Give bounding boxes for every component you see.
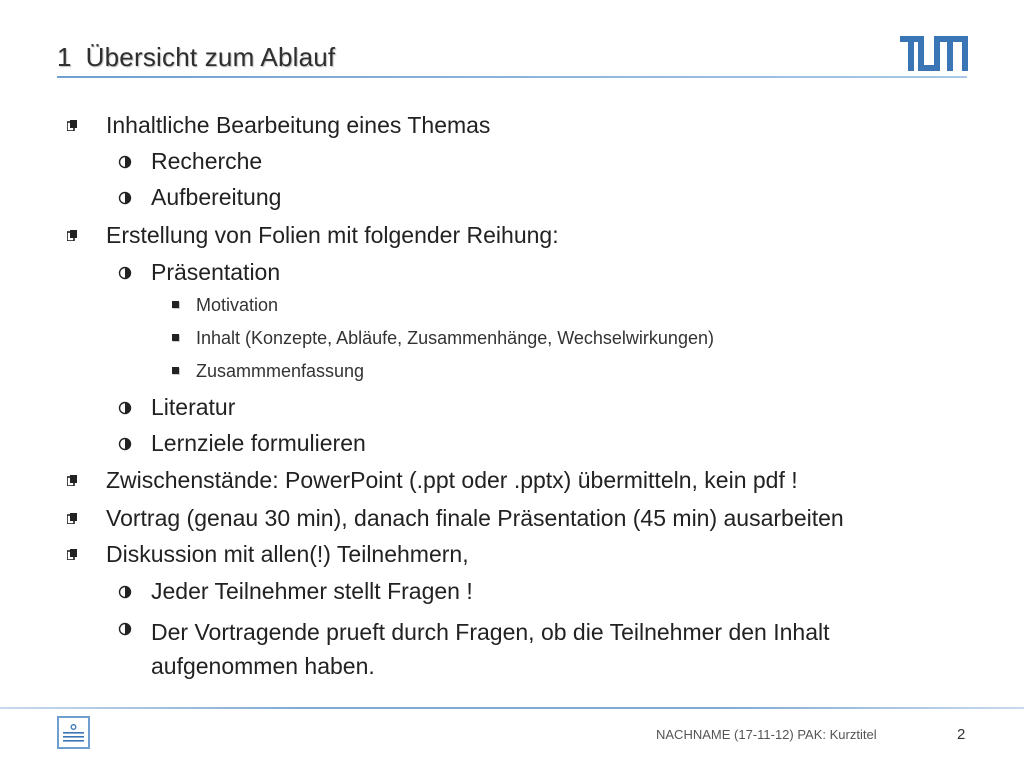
square-bullet-icon bbox=[172, 301, 179, 308]
list-item-text: Lernziele formulieren bbox=[151, 430, 366, 456]
list-item-text: Inhaltliche Bearbeitung eines Themas bbox=[106, 112, 491, 138]
section-number: 1 bbox=[57, 42, 72, 72]
square-bullet-icon bbox=[172, 334, 179, 341]
list-item-text: Jeder Teilnehmer stellt Fragen ! bbox=[151, 578, 473, 604]
square-bullet-icon bbox=[67, 475, 77, 486]
half-circle-bullet-icon bbox=[118, 155, 132, 169]
square-bullet-icon bbox=[67, 513, 77, 524]
list-item-text: Diskussion mit allen(!) Teilnehmern, bbox=[106, 541, 469, 567]
half-circle-bullet-icon bbox=[118, 266, 132, 280]
square-bullet-icon bbox=[67, 120, 77, 131]
half-circle-bullet-icon bbox=[118, 622, 132, 636]
list-item-text: Präsentation bbox=[151, 259, 281, 285]
half-circle-bullet-icon bbox=[118, 585, 132, 599]
page-number: 2 bbox=[957, 726, 966, 743]
list-item-text: Zusammmenfassung bbox=[196, 361, 365, 381]
list-item-text: Der Vortragende prueft durch Fragen, ob die Teilnehmer den Inhalt aufgenommen haben. bbox=[151, 619, 830, 679]
list-item-text: Zwischenstände: PowerPoint (.ppt oder .pptx) übermitteln, kein pdf ! bbox=[106, 467, 798, 493]
list-item-text: Aufbereitung bbox=[151, 184, 282, 210]
list-item-text: Inhalt (Konzepte, Abläufe, Zusammenhänge, Wechselwirkungen) bbox=[196, 328, 714, 348]
footer-text: NACHNAME (17-11-12) PAK: Kurztitel bbox=[656, 727, 877, 742]
title-text: Übersicht zum Ablauf bbox=[85, 42, 336, 72]
home-icon[interactable] bbox=[57, 716, 90, 749]
list-item-text: Literatur bbox=[151, 394, 236, 420]
footer-divider bbox=[0, 707, 1024, 709]
half-circle-bullet-icon bbox=[118, 191, 132, 205]
slide-title bbox=[57, 42, 335, 73]
list-item-text: Vortrag (genau 30 min), danach finale Präsentation (45 min) ausarbeiten bbox=[106, 505, 844, 531]
list-item-text: Motivation bbox=[196, 295, 279, 315]
tum-logo-icon bbox=[900, 36, 968, 71]
square-bullet-icon bbox=[67, 549, 77, 560]
list-item-text: Recherche bbox=[151, 148, 263, 174]
square-bullet-icon bbox=[67, 230, 77, 241]
header-divider bbox=[57, 76, 967, 78]
list-item-text: Erstellung von Folien mit folgender Reihung: bbox=[106, 222, 559, 248]
half-circle-bullet-icon bbox=[118, 401, 132, 415]
square-bullet-icon bbox=[172, 367, 179, 374]
half-circle-bullet-icon bbox=[118, 437, 132, 451]
